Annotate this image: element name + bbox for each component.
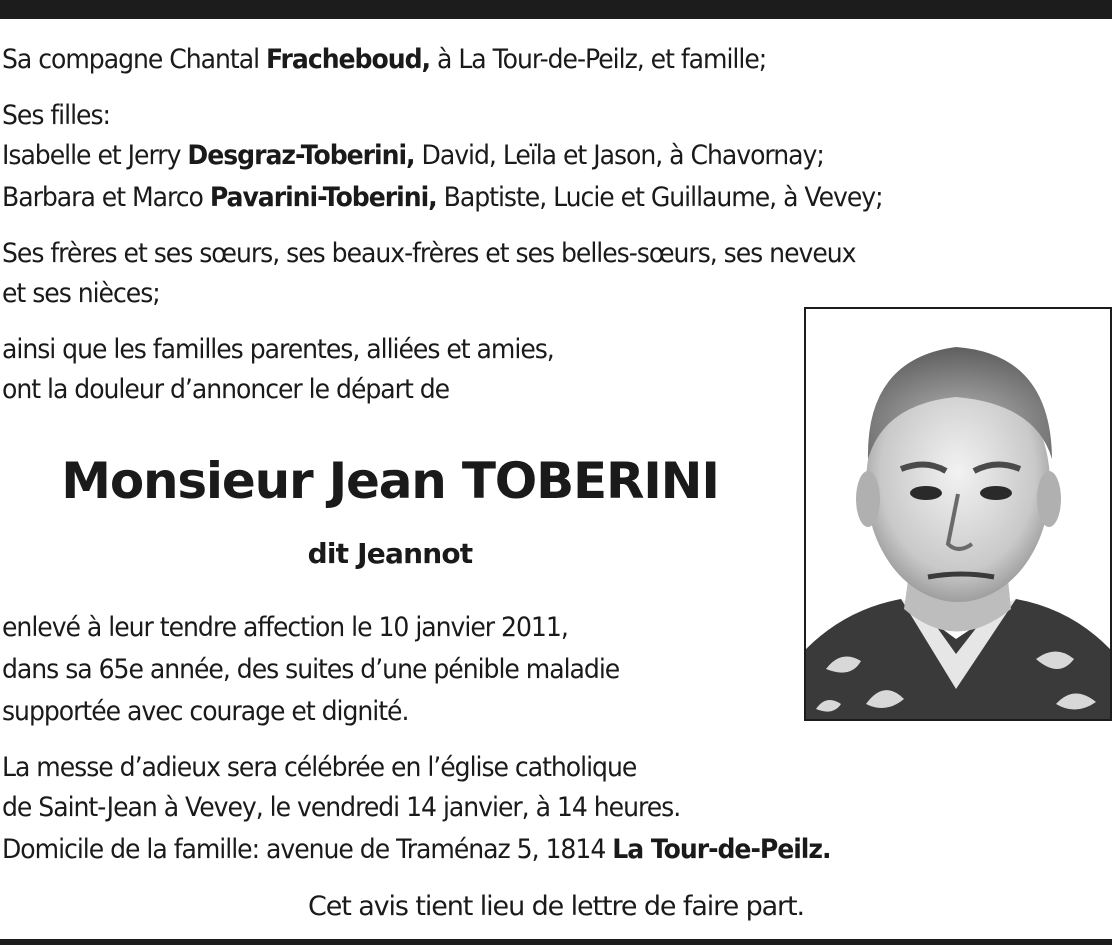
daughter1-surname: Desgraz-Toberini, xyxy=(187,140,415,171)
ceremony-line-2: de Saint-Jean à Vevey, le vendredi 14 janvier, à 14 heures. xyxy=(2,792,681,823)
partner-line: Sa compagne Chantal Fracheboud, à La Tour-de-Peilz, et famille; xyxy=(2,44,767,75)
ceremony-line-3: Domicile de la famille: avenue de Traménaz 5, 1814 La Tour-de-Peilz. xyxy=(2,834,831,865)
ceremony-line-1: La messe d’adieux sera célébrée en l’église catholique xyxy=(2,752,637,783)
details-line-1: enlevé à leur tendre affection le 10 janvier 2011, xyxy=(2,612,568,643)
daughter2-surname: Pavarini-Toberini, xyxy=(209,182,437,213)
daughters-heading: Ses filles: xyxy=(2,100,110,131)
families-line-1: ainsi que les familles parentes, alliées et amies, xyxy=(2,334,554,365)
portrait-illustration xyxy=(806,309,1110,719)
ceremony-place: La Tour-de-Peilz. xyxy=(612,834,831,865)
partner-surname: Fracheboud, xyxy=(266,44,431,75)
daughter1-line: Isabelle et Jerry Desgraz-Toberini, David, Leïla et Jason, à Chavornay; xyxy=(2,140,824,171)
closing-note: Cet avis tient lieu de lettre de faire part. xyxy=(307,891,805,922)
deceased-nickname: dit Jeannot xyxy=(307,537,473,570)
siblings-line-2: et ses nièces; xyxy=(2,278,160,309)
deceased-name: Monsieur Jean TOBERINI xyxy=(61,452,719,510)
top-rule xyxy=(0,0,1112,19)
daughter2-line: Barbara et Marco Pavarini-Toberini, Baptiste, Lucie et Guillaume, à Vevey; xyxy=(2,182,883,213)
portrait-photo xyxy=(804,307,1112,721)
families-line-2: ont la douleur d’annoncer le départ de xyxy=(2,374,450,405)
details-line-3: supportée avec courage et dignité. xyxy=(2,696,409,727)
bottom-rule xyxy=(0,939,1112,945)
siblings-line-1: Ses frères et ses sœurs, ses beaux-frères et ses belles-sœurs, ses neveux xyxy=(2,238,856,269)
details-line-2: dans sa 65e année, des suites d’une pénible maladie xyxy=(2,654,620,685)
